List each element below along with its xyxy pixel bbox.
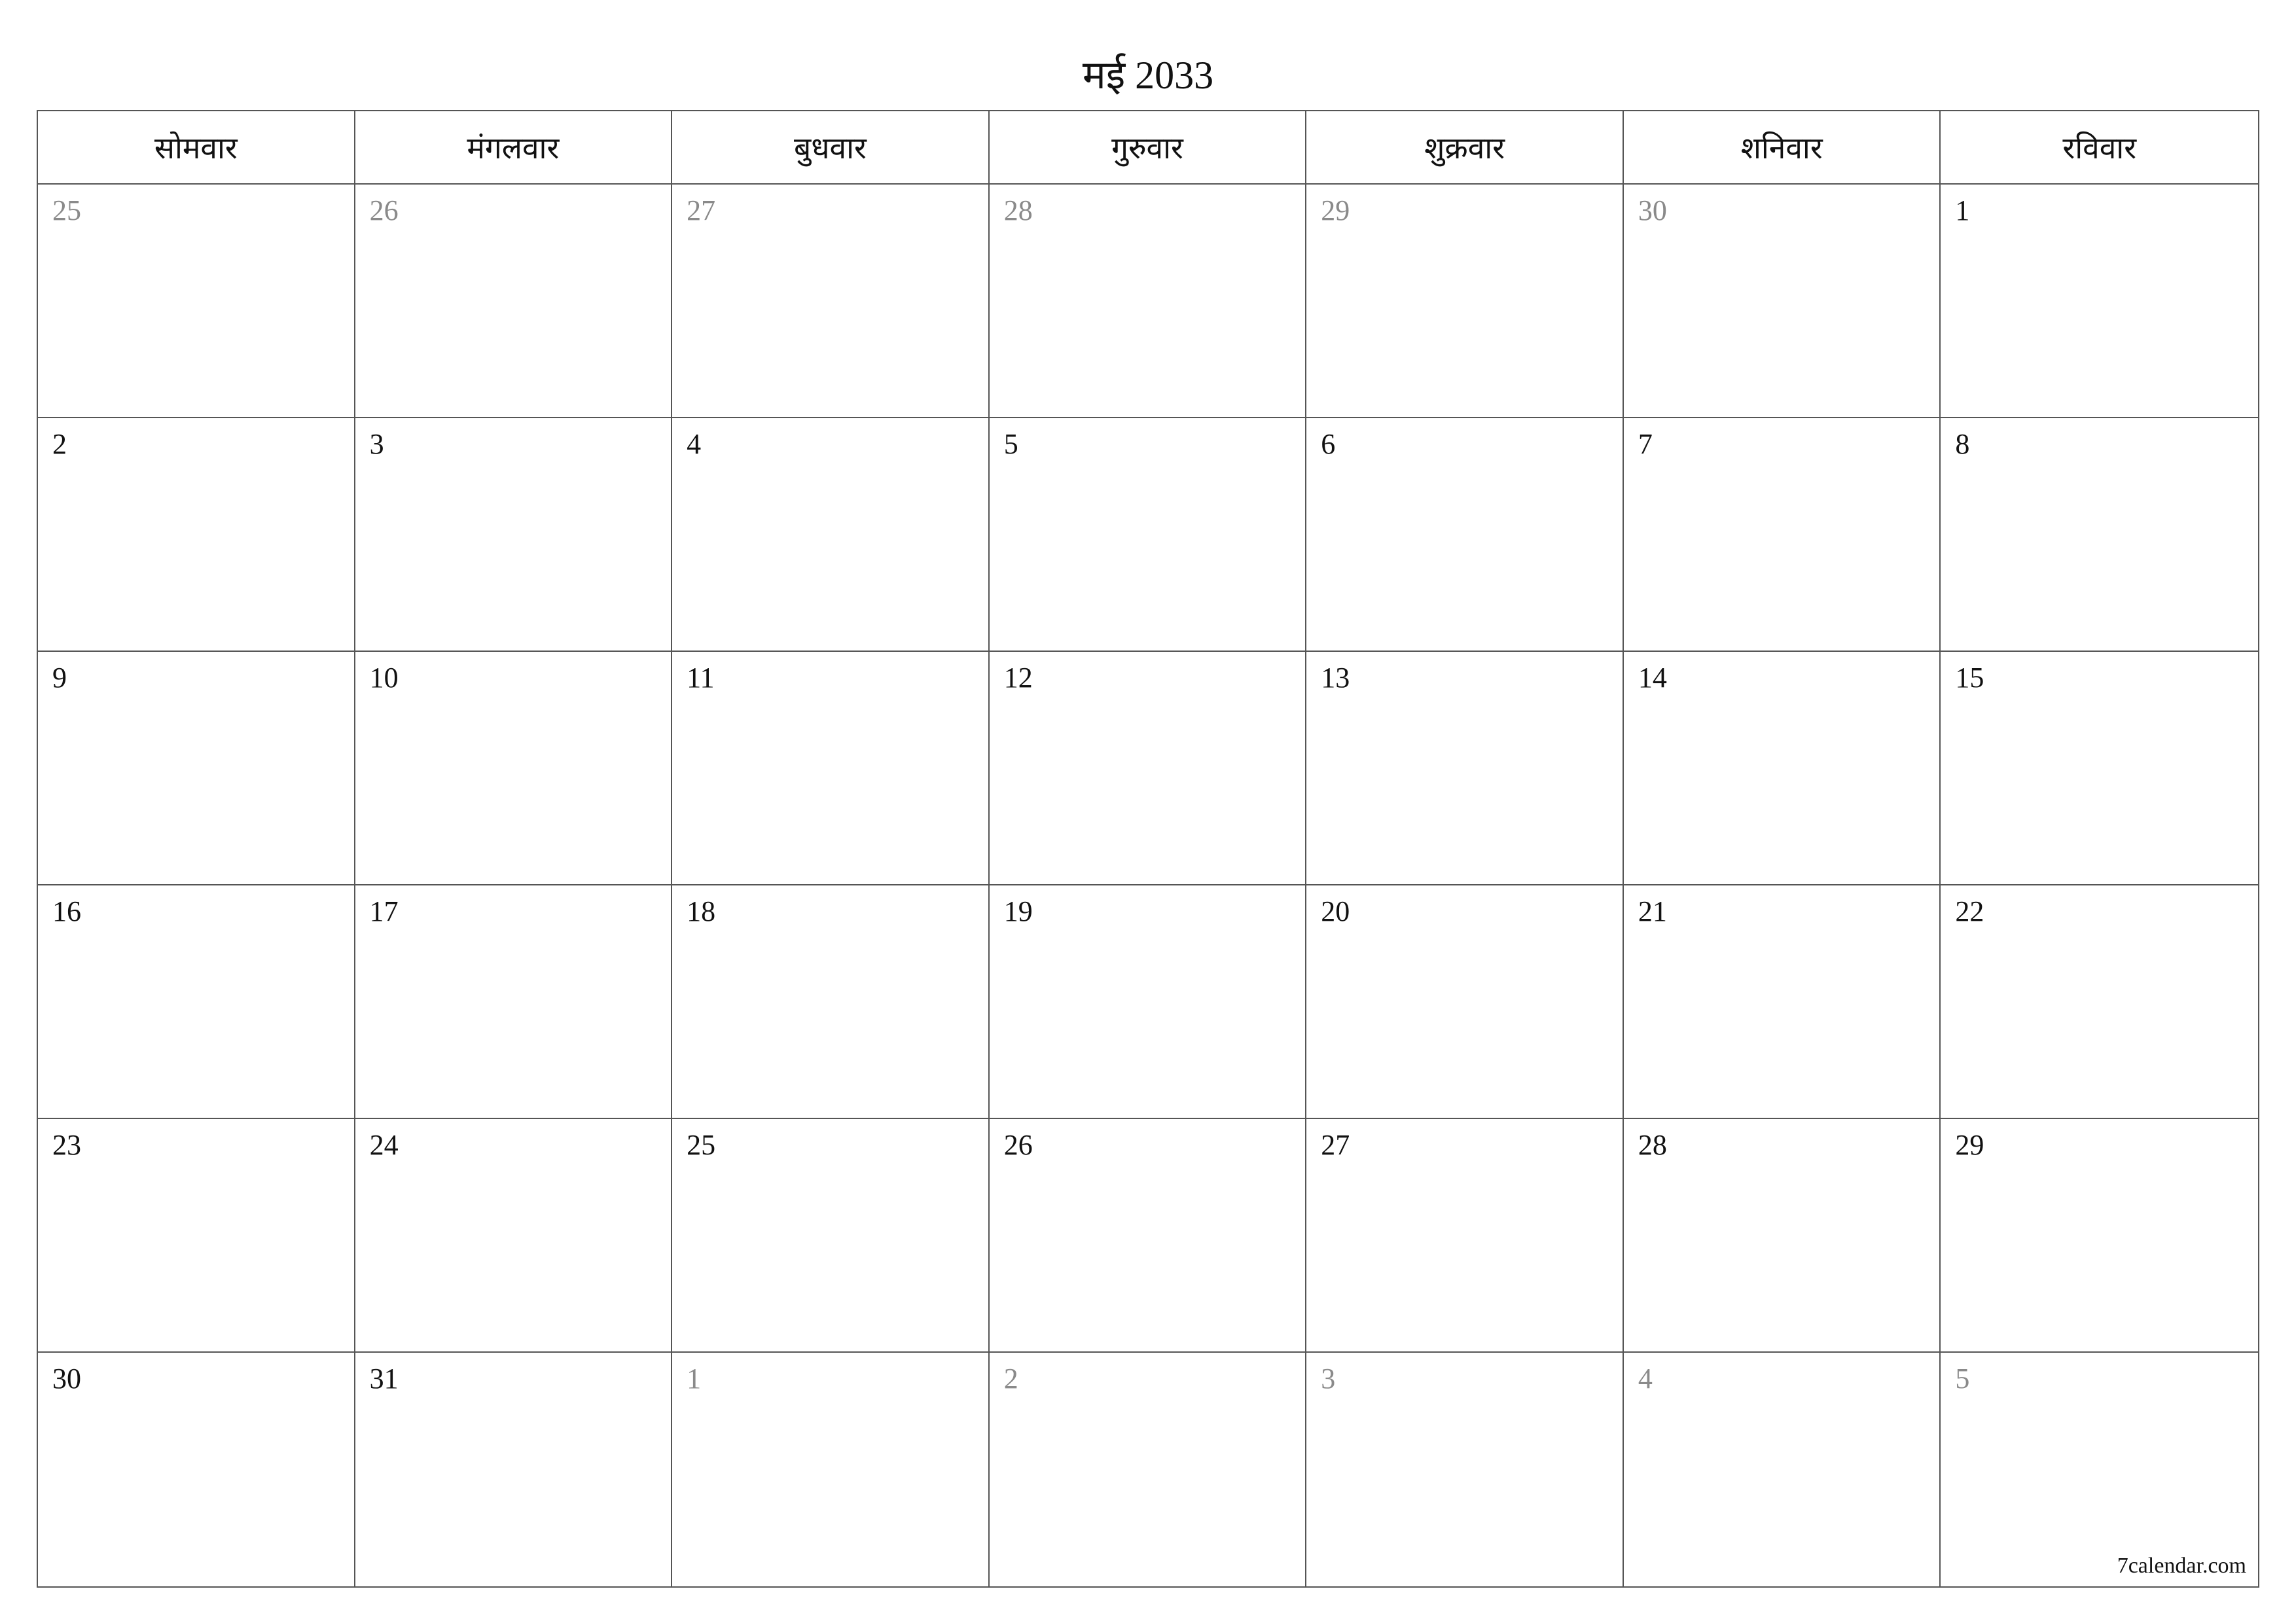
weekday-header-friday: शुक्रवार: [1306, 111, 1624, 185]
day-cell[interactable]: [1941, 1119, 2258, 1353]
day-cell[interactable]: [1624, 1353, 1941, 1586]
weekday-header-wednesday: बुधवार: [672, 111, 990, 185]
day-number: 25: [52, 194, 81, 226]
day-cell[interactable]: [1624, 185, 1941, 418]
day-cell[interactable]: [672, 185, 990, 418]
day-number: 9: [52, 662, 67, 694]
day-cell[interactable]: [672, 1353, 990, 1586]
day-number: 3: [1321, 1363, 1336, 1395]
day-number: 17: [369, 895, 399, 927]
day-cell[interactable]: [990, 185, 1307, 418]
calendar-grid: [37, 110, 2259, 1588]
day-number: 12: [1003, 662, 1033, 694]
day-number: 6: [1321, 428, 1336, 460]
day-cell[interactable]: [1306, 652, 1624, 885]
day-cell[interactable]: [355, 652, 673, 885]
day-number: 19: [1003, 895, 1033, 927]
day-cell[interactable]: [990, 885, 1307, 1119]
day-cell[interactable]: [355, 1119, 673, 1353]
day-number: 15: [1955, 662, 1984, 694]
day-number: 22: [1955, 895, 1984, 927]
day-cell[interactable]: [990, 1119, 1307, 1353]
day-number: 26: [1003, 1129, 1033, 1161]
day-cell[interactable]: [990, 652, 1307, 885]
day-cell[interactable]: [1624, 885, 1941, 1119]
day-cell[interactable]: [355, 185, 673, 418]
day-cell[interactable]: [672, 885, 990, 1119]
day-number: 5: [1003, 428, 1018, 460]
day-number: 13: [1321, 662, 1350, 694]
day-cell[interactable]: [1941, 185, 2258, 418]
day-cell[interactable]: [1941, 418, 2258, 652]
day-cell[interactable]: [1306, 1119, 1624, 1353]
day-cell[interactable]: [1306, 1353, 1624, 1586]
weekday-header-tuesday: मंगलवार: [355, 111, 673, 185]
day-number: 3: [369, 428, 384, 460]
day-number: 28: [1638, 1129, 1667, 1161]
day-number: 1: [1955, 194, 1970, 226]
day-number: 7: [1638, 428, 1653, 460]
weekday-header-sunday: रविवार: [1941, 111, 2258, 185]
day-number: 21: [1638, 895, 1667, 927]
day-cell[interactable]: [672, 418, 990, 652]
weekday-header-thursday: गुरुवार: [990, 111, 1307, 185]
day-number: 28: [1003, 194, 1033, 226]
day-cell[interactable]: [355, 885, 673, 1119]
weekday-header-monday: सोमवार: [38, 111, 355, 185]
day-number: 23: [52, 1129, 81, 1161]
day-cell[interactable]: [38, 652, 355, 885]
day-number: 30: [1638, 194, 1667, 226]
day-cell[interactable]: [1306, 885, 1624, 1119]
day-number: 11: [687, 662, 715, 694]
day-number: 24: [369, 1129, 399, 1161]
day-cell[interactable]: [38, 418, 355, 652]
day-cell[interactable]: [355, 418, 673, 652]
day-number: 14: [1638, 662, 1667, 694]
day-number: 27: [1321, 1129, 1350, 1161]
day-number: 5: [1955, 1363, 1970, 1395]
day-number: 30: [52, 1363, 81, 1395]
day-number: 29: [1955, 1129, 1984, 1161]
day-cell[interactable]: [38, 185, 355, 418]
day-number: 4: [687, 428, 702, 460]
day-cell[interactable]: [355, 1353, 673, 1586]
watermark-text: 7calendar.com: [2117, 1554, 2246, 1578]
day-number: 4: [1638, 1363, 1653, 1395]
day-cell[interactable]: [1624, 418, 1941, 652]
day-cell[interactable]: [1624, 652, 1941, 885]
day-cell[interactable]: [672, 1119, 990, 1353]
day-number: 1: [687, 1363, 702, 1395]
page-title: मई 2033: [1082, 54, 1214, 97]
day-cell[interactable]: [38, 1353, 355, 1586]
day-cell[interactable]: [38, 1119, 355, 1353]
day-number: 2: [52, 428, 67, 460]
day-cell[interactable]: [1306, 418, 1624, 652]
day-number: 31: [369, 1363, 399, 1395]
day-number: 8: [1955, 428, 1970, 460]
day-cell[interactable]: [990, 1353, 1307, 1586]
weekday-header-saturday: शनिवार: [1624, 111, 1941, 185]
day-number: 25: [687, 1129, 716, 1161]
day-cell[interactable]: [1941, 885, 2258, 1119]
day-number: 20: [1321, 895, 1350, 927]
day-number: 2: [1003, 1363, 1018, 1395]
day-cell[interactable]: [1941, 1353, 2258, 1586]
day-cell[interactable]: [1941, 652, 2258, 885]
day-number: 29: [1321, 194, 1350, 226]
day-cell[interactable]: [1624, 1119, 1941, 1353]
day-number: 10: [369, 662, 399, 694]
day-cell[interactable]: [38, 885, 355, 1119]
day-number: 26: [369, 194, 399, 226]
day-cell[interactable]: [990, 418, 1307, 652]
day-number: 27: [687, 194, 716, 226]
day-number: 16: [52, 895, 81, 927]
day-cell[interactable]: [1306, 185, 1624, 418]
day-cell[interactable]: [672, 652, 990, 885]
day-number: 18: [687, 895, 716, 927]
